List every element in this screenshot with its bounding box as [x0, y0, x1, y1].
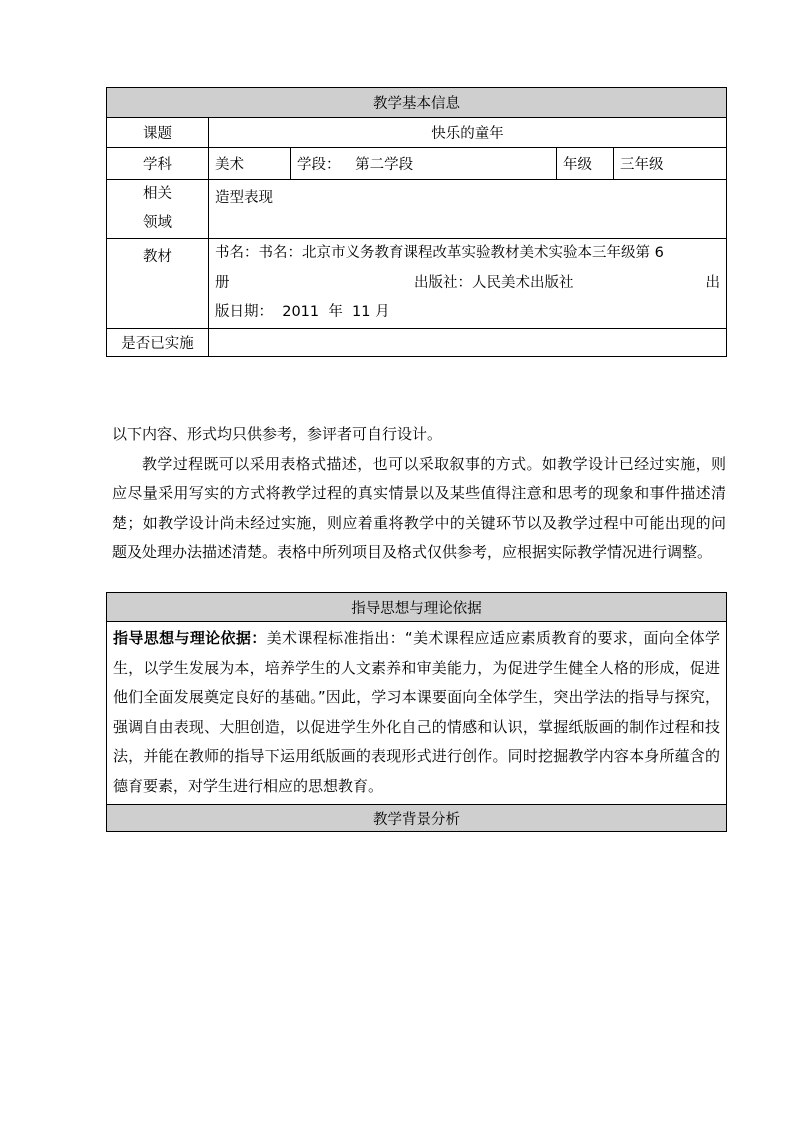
topic-label: 课题 — [107, 118, 209, 148]
material-line-1: 书名：书名：北京市义务教育课程改革实验教材美术实验本三年级第 6 — [215, 245, 664, 261]
guiding-ideology-header: 指导思想与理论依据 — [107, 593, 727, 622]
material-line-3: 版日期： 2011 年 11 月 — [215, 304, 390, 320]
material-label: 教材 — [107, 239, 209, 329]
intro-paragraph: 教学过程既可以采用表格式描述，也可以采取叙事的方式。如教学设计已经过实施，则应尽量采用写实的方式将教学过程的真实情景以及某些值得注意和思考的现象和事件描述清楚；如教学设计尚未经过实施，则应着重将教学中的关键环节以及教学过程中可能出现的问题及处理办法描述清楚。表格中所列项目及格式仅供参考，应根据实际教学情况进行调整。 — [112, 454, 726, 561]
basic-info-table — [106, 87, 727, 357]
stage-value: 第二学段 — [355, 157, 414, 173]
grade-label: 年级 — [557, 148, 614, 180]
intro-text — [112, 420, 726, 568]
material-value-cell — [209, 239, 727, 329]
basic-info-header: 教学基本信息 — [107, 88, 727, 118]
implemented-label: 是否已实施 — [107, 328, 209, 356]
subject-value: 美术 — [209, 148, 291, 180]
topic-value: 快乐的童年 — [209, 118, 727, 148]
material-publisher: 出版社：人民美术出版社 — [414, 274, 574, 291]
material-line-2 — [215, 269, 720, 299]
guiding-ideology-lead: 指导思想与理论依据： — [113, 629, 267, 647]
stage-label: 学段： — [297, 157, 341, 173]
guiding-ideology-body — [107, 622, 727, 805]
material-line-2-start: 册 — [215, 274, 230, 291]
stage-cell — [291, 148, 557, 180]
domain-value: 造型表现 — [209, 180, 727, 239]
teaching-background-header: 教学背景分析 — [107, 805, 727, 832]
implemented-value — [209, 328, 727, 356]
domain-label-line1: 相关 — [143, 186, 172, 202]
grade-value: 三年级 — [614, 148, 727, 180]
domain-label-line2: 领域 — [143, 215, 172, 231]
material-line-2-end: 出 — [705, 274, 720, 291]
domain-label-cell — [107, 180, 209, 239]
intro-line: 以下内容、形式均只供参考，参评者可自行设计。 — [112, 425, 443, 443]
subject-label: 学科 — [107, 148, 209, 180]
guiding-ideology-text: 美术课程标准指出：“美术课程应适应素质教育的要求，面向全体学生，以学生发展为本，培养学生的人文素养和审美能力，为促进学生健全人格的形成，促进他们全面发展奠定良好的基础。”因此，学习本课要面向全体学生，突出学法的指导与探究，强调自由表现、大胆创造，以促进学生外化自己的情感和认识，掌握纸版画的制作过程和技法，并能在教师的指导下运用纸版画的表现形式进行创作。同时挖掘教学内容本身所蕴含的德育要素，对学生进行相应的思想教育。 — [113, 629, 720, 795]
guiding-ideology-table — [106, 592, 727, 832]
